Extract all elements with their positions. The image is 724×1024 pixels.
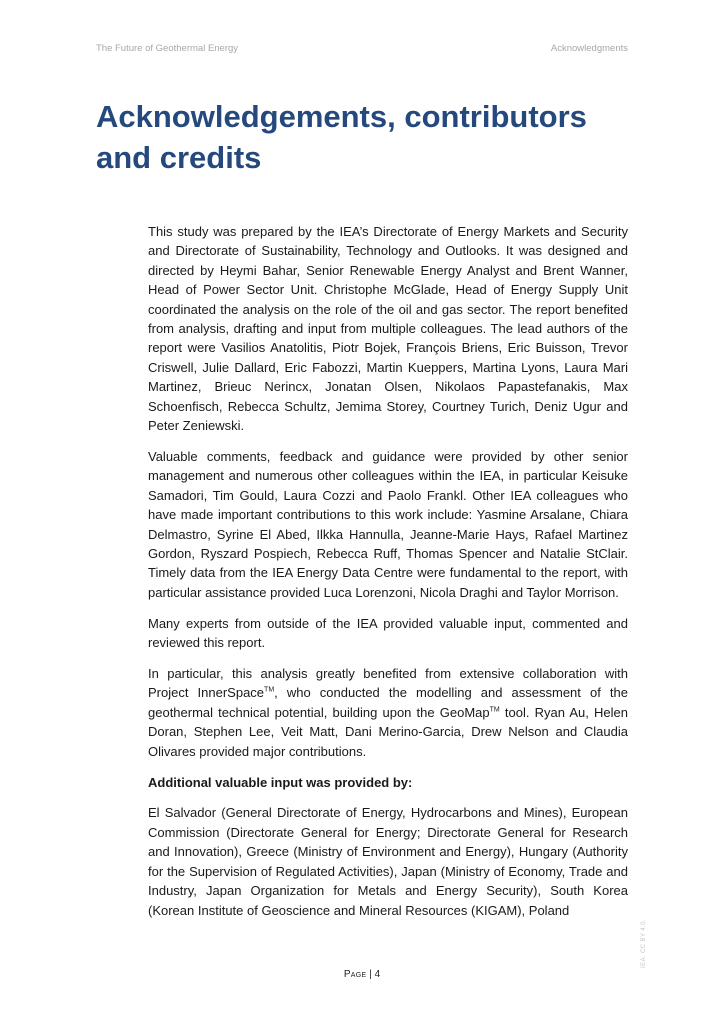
paragraph-authors: This study was prepared by the IEA’s Directorate of Energy Markets and Security and Directorate of Sustainability, Technology and Outlooks. It was designed and directed by Heymi Bahar, Senior Renewable Energy Analyst and Brent Wanner, Head of Power Sector Unit. Christophe McGlade, Head of Energy Supply Unit coordinated the analysis on the role of the oil and gas sector. The report benefited from analysis, drafting and input from multiple colleagues. The lead authors of the report were Vasilios Anatolitis, Piotr Bojek, François Briens, Eric Buisson, Trevor Criswell, Julie Dallard, Eric Fabozzi, Martin Kueppers, Martina Lyons, Laura Mari Martinez, Brieuc Nerincx, Jonatan Olsen, Nikolaos Papastefanakis, Max Schoenfisch, Rebecca Schultz, Jemima Storey, Courtney Turich, Deniz Ugur and Peter Zeniewski. bbox=[148, 224, 628, 434]
running-header bbox=[96, 43, 628, 54]
page-label: Page bbox=[343, 969, 367, 980]
trademark-mark: TM bbox=[489, 706, 500, 714]
page-footer bbox=[0, 969, 724, 980]
innerspace-text-2: , who conducted the modelling and assessment of the geothermal technical potential, building upon the GeoMap bbox=[148, 685, 628, 720]
header-section-name: Acknowledgments bbox=[550, 43, 628, 54]
paragraph-innerspace bbox=[148, 664, 628, 761]
paragraph-countries: El Salvador (General Directorate of Energy, Hydrocarbons and Mines), European Commission (Directorate General for Energy; Directorate General for Research and Innovation), Greece (Ministry of Environment and Energy), Hungary (Authority for the Supervision of Regulated Activities), Japan (Ministry of Economy, Trade and Industry, Japan Organization for Metals and Energy Security), South Korea (Korean Institute of Geoscience and Mineral Resources (KIGAM), Poland bbox=[148, 805, 628, 918]
trademark-mark: TM bbox=[264, 687, 275, 695]
header-report-title: The Future of Geothermal Energy bbox=[96, 43, 239, 54]
page-title: Acknowledgements, contributors and credits bbox=[96, 99, 587, 175]
page-number: 4 bbox=[374, 969, 381, 980]
paragraph-external-experts: Many experts from outside of the IEA provided valuable input, commented and reviewed this report. bbox=[148, 615, 628, 651]
innerspace-text-3: tool. Ryan Au, Helen Doran, Stephen Lee, Veit Matt, Dani Merino-Garcia, Drew Nelson and Claudia Olivares provided major contributions. bbox=[148, 704, 628, 759]
page-separator: | bbox=[366, 969, 375, 980]
license-credit: IEA. CC BY 4.0. bbox=[641, 919, 647, 968]
innerspace-text-1: In particular, this analysis greatly benefited from extensive collaboration with Project InnerSpace bbox=[148, 666, 628, 701]
body-text bbox=[148, 222, 628, 931]
paragraph-iea-colleagues: Valuable comments, feedback and guidance were provided by other senior management and numerous other colleagues within the IEA, in particular Keisuke Samadori, Tim Gould, Laura Cozzi and Paolo Frankl. Other IEA colleagues who have made important contributions to this work include: Yasmine Arsalane, Chiara Delmastro, Syrine El Abed, Ilkka Hannulla, Jeanne-Marie Hays, Rafael Martinez Gordon, Ryszard Pospiech, Rebecca Ruff, Thomas Spencer and Natalie StClair. Timely data from the IEA Energy Data Centre were fundamental to the report, with particular assistance provided Luca Lorenzoni, Nicola Draghi and Taylor Morrison. bbox=[148, 448, 628, 600]
additional-input-heading: Additional valuable input was provided by: bbox=[148, 774, 413, 790]
